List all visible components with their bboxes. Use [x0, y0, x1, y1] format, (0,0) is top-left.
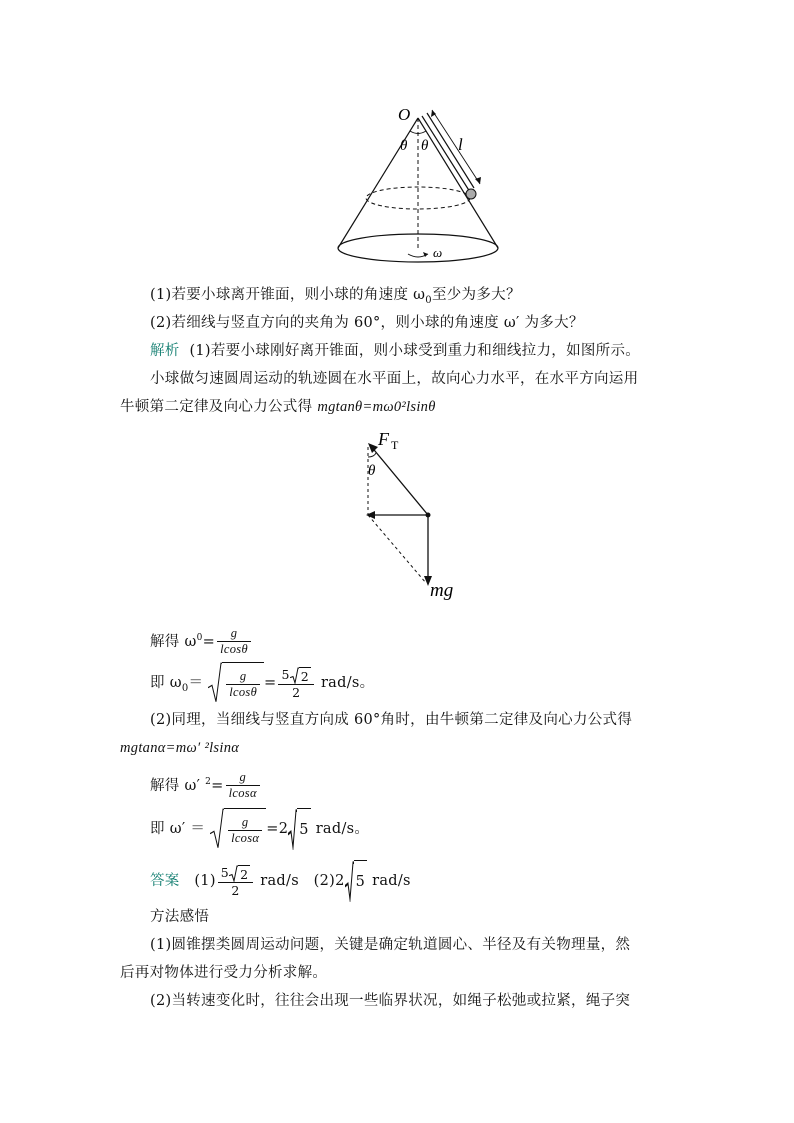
paragraph-line: 牛顿第二定律及向心力公式得 mgtanθ=mω0²lsinθ [120, 399, 436, 415]
analysis-label: 解析 [150, 343, 180, 359]
label-theta: θ [368, 463, 376, 479]
label-FT-sub: T [391, 438, 399, 452]
label-theta-right: θ [421, 138, 429, 154]
result-line-1: 即 $\omega_0=$ $\frac{g}{lcos\theta}$ = 5 2 2 rad/s。 [150, 662, 374, 702]
question-1: (1)若要小球离开锥面，则小球的角速度 $\omega_0$至少为多大？ [150, 287, 521, 306]
label-FT: F [378, 429, 389, 449]
sqrt-expression: $\frac{g}{lcos\theta}$ [208, 662, 264, 704]
label-mg: mg [430, 580, 454, 601]
label-theta-left: θ [400, 138, 408, 154]
cone-figure [330, 100, 510, 265]
fraction: $\frac{g}{lcos\theta}$ [217, 626, 251, 657]
answer-label: 答案 [150, 873, 180, 889]
answer-line: 答案 (1) 5 2 2 rad/s (2)2 5 rad/s [150, 860, 411, 900]
paragraph-line: 小球做匀速圆周运动的轨迹圆在水平面上，故向心力水平，在水平方向运用 [150, 371, 639, 387]
method-title: 方法感悟 [150, 909, 210, 925]
label-l: l [458, 135, 463, 154]
solve-line-2: 解得 ω′ $^2$= $\frac{g}{lcos\alpha}$ [150, 764, 262, 800]
label-O: O [398, 105, 411, 124]
label-omega: ω [433, 245, 443, 260]
method-line: (2)当转速变化时，往往会出现一些临界状况，如绳子松弛或拉紧，绳子突 [150, 993, 631, 1009]
force-diagram [348, 423, 478, 603]
result-line-2: 即 ω′ ＝ $\frac{g}{lcos\alpha}$ =2 5 rad/s。 [150, 808, 369, 848]
result-fraction: 5 2 2 [278, 667, 314, 700]
solve-line-1: 解得 $\omega^0=$ $\frac{g}{lcos\theta}$ [150, 620, 253, 656]
part2-equation: mgtanα=mω′ ²lsinα [120, 740, 240, 756]
part2-line: (2)同理，当细线与竖直方向成 60°角时，由牛顿第二定律及向心力公式得 [150, 712, 633, 728]
ball [466, 189, 476, 199]
method-line: 后再对物体进行受力分析求解。 [120, 965, 328, 981]
analysis-line: 解析 (1)若要小球刚好离开锥面，则小球受到重力和细线拉力，如图所示。 [150, 343, 641, 359]
question-2: (2)若细线与竖直方向的夹角为 60°，则小球的角速度 ω′ 为多大？ [150, 315, 584, 331]
method-line: (1)圆锥摆类圆周运动问题，关键是确定轨道圆心、半径及有关物理量，然 [150, 937, 631, 953]
